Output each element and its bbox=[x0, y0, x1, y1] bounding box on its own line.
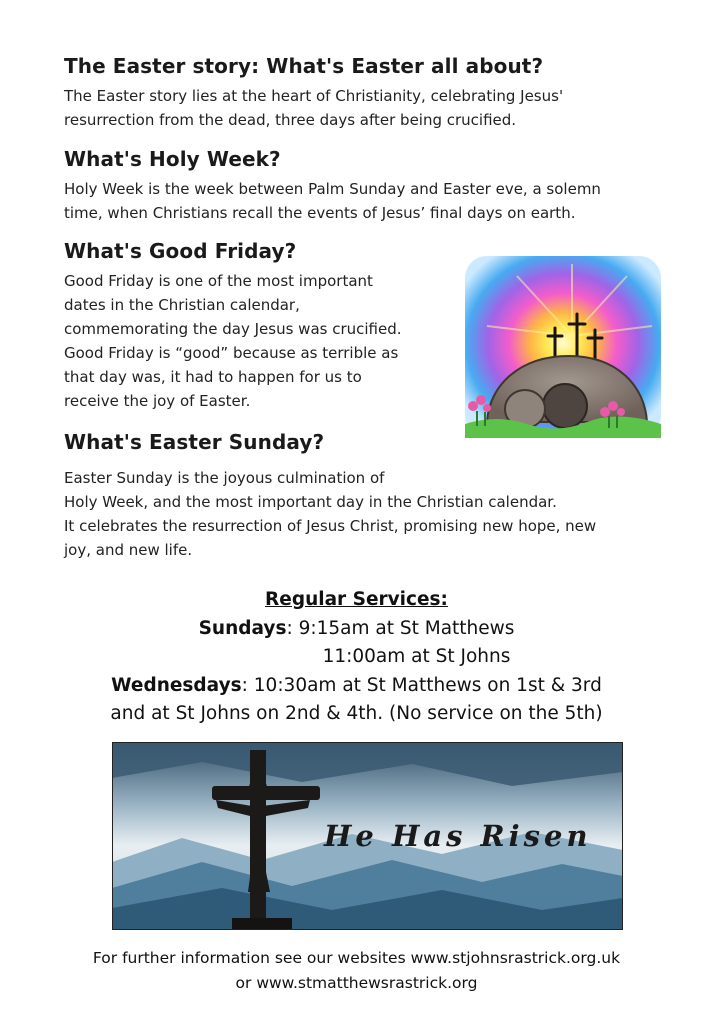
regular-services bbox=[0, 586, 713, 729]
section-text-line: commemorating the day Jesus was crucified. bbox=[64, 320, 402, 338]
section-text-line: Good Friday is “good” because as terrible as bbox=[64, 344, 399, 362]
section-text-line: resurrection from the dead, three days after being crucified. bbox=[64, 111, 517, 129]
section-text-line: Holy Week is the week between Palm Sunday and Easter eve, a solemn bbox=[64, 180, 601, 198]
empty-tomb-illustration bbox=[457, 246, 667, 454]
sundays-label: Sundays bbox=[198, 617, 287, 639]
section-text-line: that day was, it had to happen for us to bbox=[64, 368, 362, 386]
section-text-line: Good Friday is one of the most important bbox=[64, 272, 373, 290]
sundays-line bbox=[0, 615, 713, 644]
section-easter-story bbox=[64, 52, 684, 132]
section-text-line: Holy Week, and the most important day in the Christian calendar. bbox=[64, 493, 557, 511]
footer-line-2: or www.stmatthewsrastrick.org bbox=[235, 974, 478, 992]
services-heading: Regular Services: bbox=[265, 589, 448, 610]
section-text-line: Easter Sunday is the joyous culmination of bbox=[64, 469, 385, 487]
wednesdays-time-1: : 10:30am at St Matthews on 1st & 3rd bbox=[241, 674, 602, 696]
banner-text: He Has Risen bbox=[324, 819, 592, 853]
section-easter-sunday bbox=[64, 428, 684, 562]
section-text-line: receive the joy of Easter. bbox=[64, 392, 251, 410]
section-title-good-friday: What's Good Friday? bbox=[64, 239, 297, 263]
he-has-risen-banner bbox=[112, 742, 623, 930]
section-title-easter-sunday: What's Easter Sunday? bbox=[64, 430, 325, 454]
section-good-friday bbox=[64, 237, 454, 413]
section-holy-week bbox=[64, 145, 684, 225]
section-text-line: dates in the Christian calendar, bbox=[64, 296, 300, 314]
section-title-easter-story: The Easter story: What's Easter all about? bbox=[64, 54, 544, 78]
wednesdays-time-2: and at St Johns on 2nd & 4th. (No service on the 5th) bbox=[110, 703, 603, 724]
section-text-line: time, when Christians recall the events of Jesus’ final days on earth. bbox=[64, 204, 576, 222]
sundays-time-1: : 9:15am at St Matthews bbox=[286, 617, 515, 639]
wednesdays-line bbox=[0, 672, 713, 701]
footer-line-1: For further information see our websites www.stjohnsrastrick.org.uk bbox=[92, 949, 621, 967]
footer bbox=[0, 946, 713, 996]
section-text-line: It celebrates the resurrection of Jesus Christ, promising new hope, new bbox=[64, 517, 597, 535]
section-text-line: The Easter story lies at the heart of Christianity, celebrating Jesus' bbox=[64, 87, 564, 105]
wednesdays-label: Wednesdays bbox=[111, 674, 242, 696]
section-title-holy-week: What's Holy Week? bbox=[64, 147, 281, 171]
section-text-line: joy, and new life. bbox=[64, 541, 193, 559]
sundays-time-2: 11:00am at St Johns bbox=[322, 646, 511, 667]
